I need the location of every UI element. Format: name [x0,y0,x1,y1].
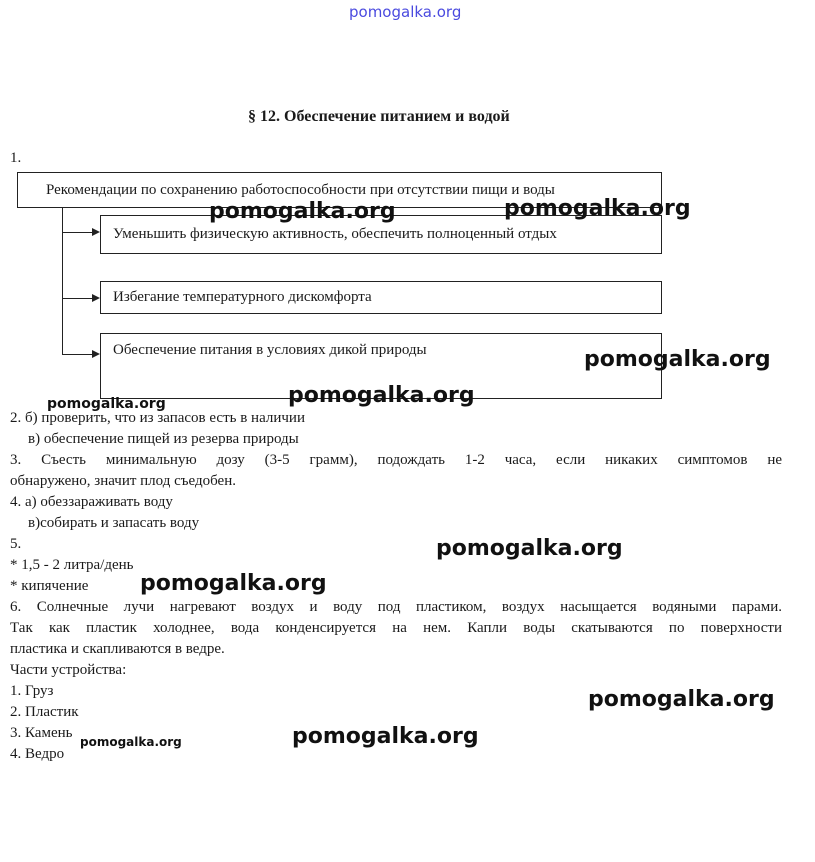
diagram-connector-2 [62,298,92,299]
answer-3-line-2: обнаружено, значит плод съедобен. [10,473,236,489]
parts-title: Части устройства: [10,662,127,678]
answer-5-label: 5. [10,536,22,552]
watermark: pomogalka.org [436,536,623,561]
parts-item-3: 3. Камень [10,725,73,741]
parts-item-1: 1. Груз [10,683,54,699]
diagram-connector-1 [62,232,92,233]
diagram-connector-vertical [62,208,63,354]
watermark: pomogalka.org [584,347,771,372]
answer-4-line-2: в)собирать и запасать воду [28,515,200,531]
watermark: pomogalka.org [47,396,166,412]
watermark-top: pomogalka.org [349,3,462,21]
diagram-root-box: Рекомендации по сохранению работоспособности при отсутствии пищи и воды [17,172,662,208]
watermark: pomogalka.org [288,383,475,408]
answer-4-line-1: 4. а) обеззараживать воду [10,494,173,510]
diagram-child-box-2: Избегание температурного дискомфорта [100,281,662,314]
watermark: pomogalka.org [209,199,396,224]
arrow-icon [92,294,100,302]
diagram-child-box-1: Уменьшить физическую активность, обеспечить полноценный отдых [100,215,662,254]
answer-6-line-1: 6. Солнечные лучи нагревают воздух и воду под пластиком, воздух насыщается водяными парами. [10,599,782,615]
watermark: pomogalka.org [504,196,691,221]
watermark: pomogalka.org [292,724,479,749]
answer-6-line-2: Так как пластик холоднее, вода конденсируется на нем. Капли воды скатываются по поверхности [10,620,782,636]
answer-3-line-1: 3. Съесть минимальную дозу (3-5 грамм), подождать 1-2 часа, если никаких симптомов не [10,452,782,468]
watermark: pomogalka.org [80,735,182,749]
answer-5-line-1: * 1,5 - 2 литра/день [10,557,134,573]
watermark: pomogalka.org [588,687,775,712]
watermark: pomogalka.org [140,571,327,596]
page-title: § 12. Обеспечение питанием и водой [248,108,510,125]
parts-item-4: 4. Ведро [10,746,65,762]
answer-5-line-2: * кипячение [10,578,89,594]
item-1-label: 1. [10,150,22,166]
parts-item-2: 2. Пластик [10,704,79,720]
arrow-icon [92,350,100,358]
diagram-child-box-3: Обеспечение питания в условиях дикой природы [100,333,662,399]
diagram-connector-3 [62,354,92,355]
arrow-icon [92,228,100,236]
answer-6-line-3: пластика и скапливаются в ведре. [10,641,225,657]
answer-2-line-1: 2. б) проверить, что из запасов есть в наличии [10,410,305,426]
answer-2-line-2: в) обеспечение пищей из резерва природы [28,431,299,447]
